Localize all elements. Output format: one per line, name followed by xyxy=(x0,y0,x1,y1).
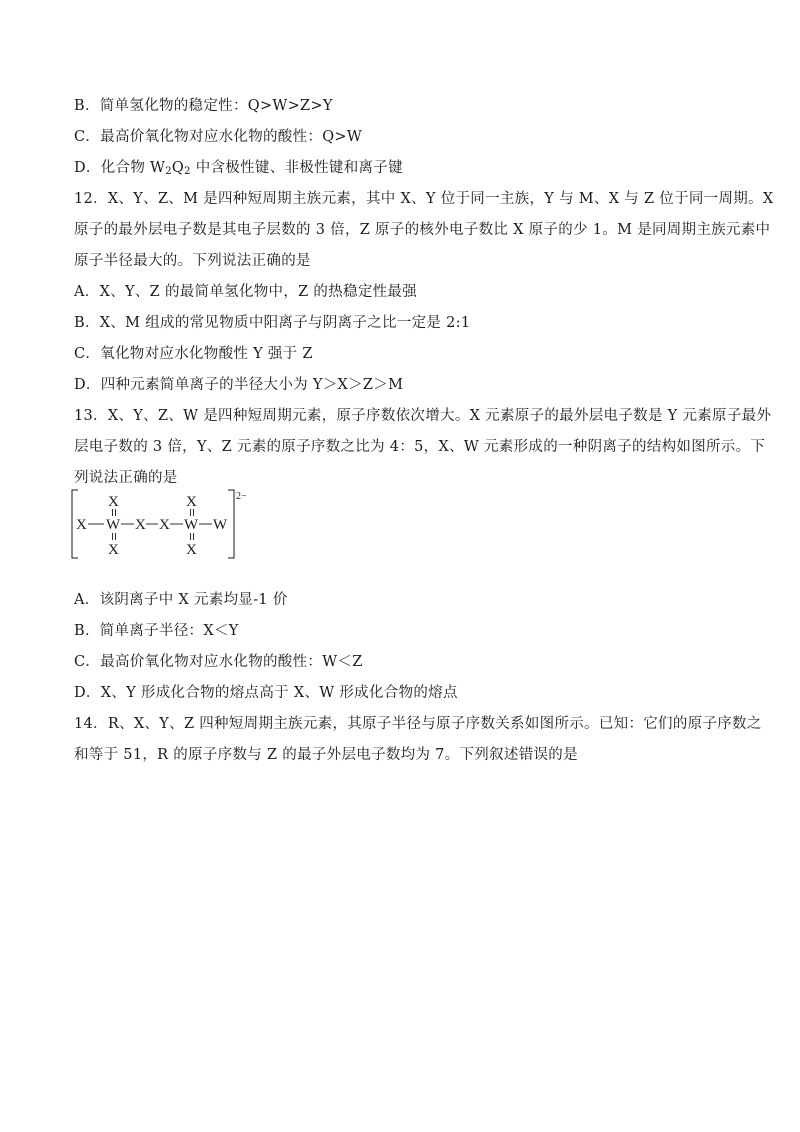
ion-charge: 2− xyxy=(236,491,247,502)
atom-w1: W xyxy=(106,517,121,533)
question-14-line-1: 14．R、X、Y、Z 四种短周期主族元素，其原子半径与原子序数关系如图所示。已知：它们的原子序数之 xyxy=(74,716,762,732)
atom-right-w: W xyxy=(213,517,228,533)
question-13-option-a: A．该阴离子中 X 元素均显-1 价 xyxy=(74,592,288,608)
text-segment: Q xyxy=(171,160,185,176)
subscript: 2 xyxy=(165,166,172,177)
right-bracket xyxy=(228,490,234,558)
question-12-line-1: 12．X、Y、Z、M 是四种短周期主族元素，其中 X、Y 位于同一主族，Y 与 M、X 与 Z 位于同一周期。X xyxy=(74,191,774,207)
option-b-prev: B．简单氢化物的稳定性：Q>W>Z>Y xyxy=(74,98,333,114)
question-13-option-b: B．简单离子半径：X＜Y xyxy=(74,623,239,639)
atom-bottom-x1: X xyxy=(108,542,119,558)
text-segment: 中含极性键、非极性键和离子键 xyxy=(190,160,403,176)
atom-bottom-x2: X xyxy=(186,542,197,558)
question-13-line-1: 13．X、Y、Z、W 是四种短周期元素，原子序数依次增大。X 元素原子的最外层电子数是 Y 元素原子最外 xyxy=(74,408,772,424)
text-segment: D．化合物 W xyxy=(74,160,166,176)
atom-top-x1: X xyxy=(108,494,119,510)
option-c-prev: C．最高价氧化物对应水化物的酸性：Q>W xyxy=(74,129,363,145)
question-13-line-2: 层电子数的 3 倍，Y、Z 元素的原子序数之比为 4：5，X、W 元素形成的一种阴离子的结构如图所示。下 xyxy=(74,439,766,455)
question-12-option-c: C．氧化物对应水化物酸性 Y 强于 Z xyxy=(74,346,313,362)
question-12-option-a: A．X、Y、Z 的最简单氢化物中，Z 的热稳定性最强 xyxy=(74,284,418,300)
option-d-prev xyxy=(74,158,403,178)
atom-mid-x1: X xyxy=(135,517,146,533)
question-12-option-d: D．四种元素简单离子的半径大小为 Y＞X＞Z＞M xyxy=(74,377,404,393)
subscript: 2 xyxy=(184,166,191,177)
atom-left-x: X xyxy=(76,517,87,533)
atom-mid-x2: X xyxy=(159,517,170,533)
question-12-line-2: 原子的最外层电子数是其电子层数的 3 倍，Z 原子的核外电子数比 X 原子的少 1。M 是同周期主族元素中 xyxy=(74,222,771,238)
question-12-option-b: B．X、M 组成的常见物质中阳离子与阴离子之比一定是 2:1 xyxy=(74,315,471,331)
question-12-line-3: 原子半径最大的。下列说法正确的是 xyxy=(74,253,311,269)
atom-top-x2: X xyxy=(186,494,197,510)
atom-w2: W xyxy=(184,517,199,533)
question-13-option-d: D．X、Y 形成化合物的熔点高于 X、W 形成化合物的熔点 xyxy=(74,685,458,701)
question-14-line-2: 和等于 51，R 的原子序数与 Z 的最子外层电子数均为 7。下列叙述错误的是 xyxy=(74,747,578,763)
question-13-option-c: C．最高价氧化物对应水化物的酸性：W＜Z xyxy=(74,654,363,670)
question-13-line-3: 列说法正确的是 xyxy=(74,470,178,486)
anion-structure-diagram xyxy=(68,488,258,560)
